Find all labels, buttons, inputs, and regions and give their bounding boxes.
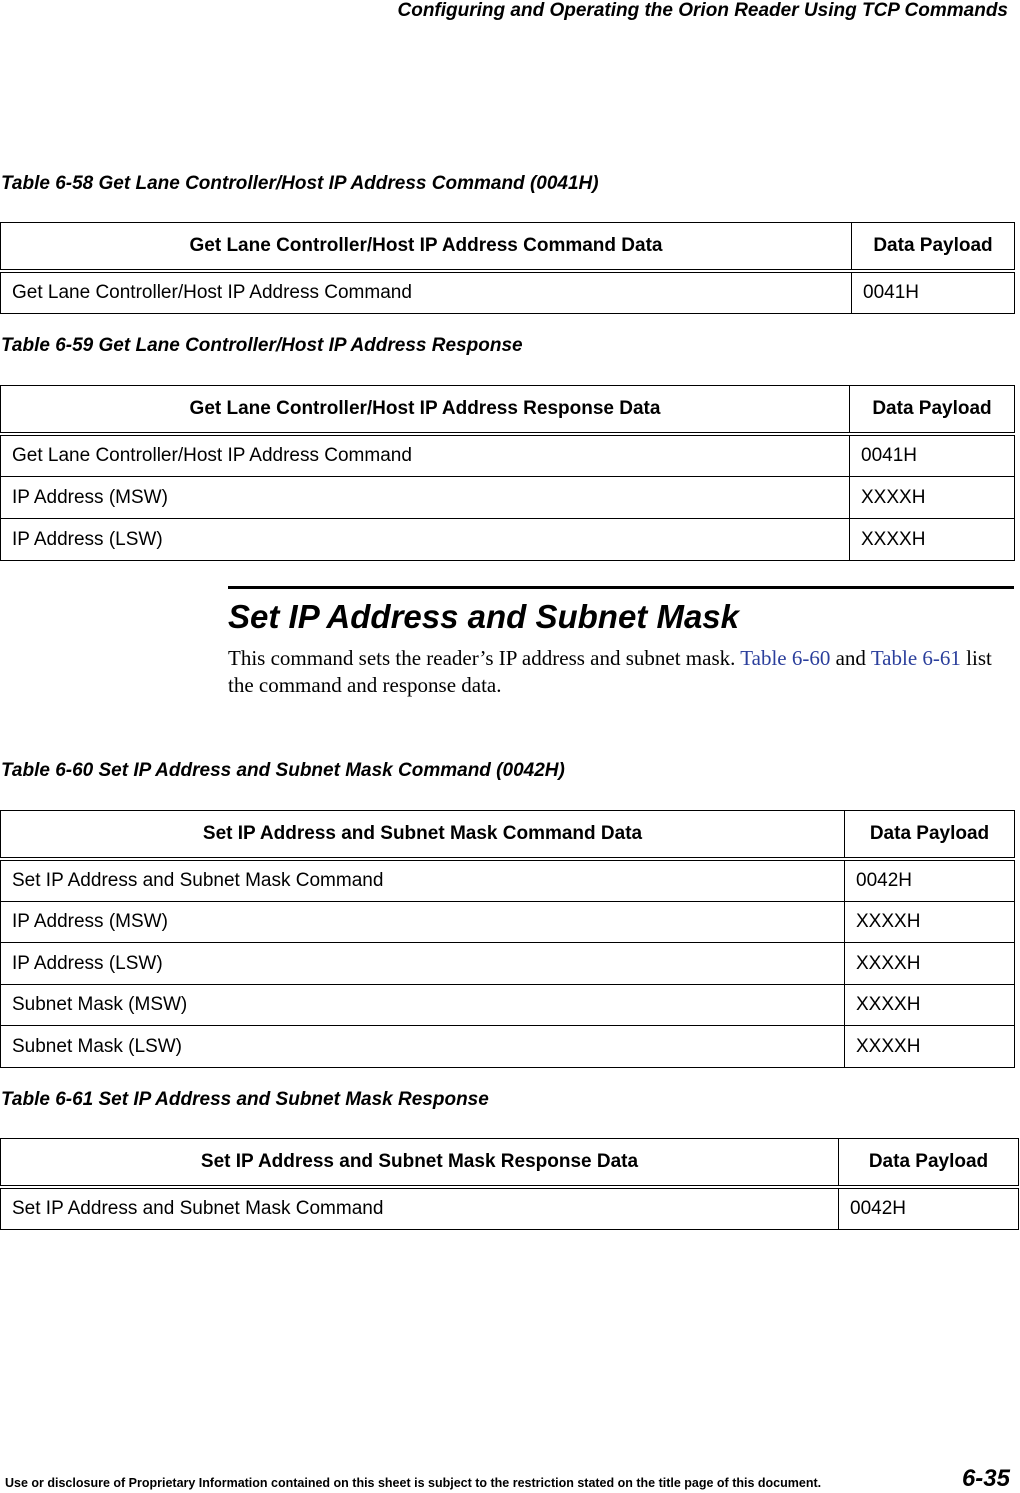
footer-note: Use or disclosure of Proprietary Information contained on this sheet is subject to the restriction stated on the title page of this document. <box>5 1476 822 1490</box>
table-6-58-caption: Table 6-58 Get Lane Controller/Host IP Address Command (0041H) <box>1 173 599 194</box>
table-cell: 0042H <box>845 859 1015 902</box>
table-cell: IP Address (MSW) <box>1 902 845 943</box>
table-header-cell: Get Lane Controller/Host IP Address Response Data <box>1 386 850 434</box>
body-text-part: and <box>830 646 871 670</box>
table-header-cell: Data Payload <box>839 1139 1019 1187</box>
table-cell: Get Lane Controller/Host IP Address Command <box>1 271 852 314</box>
body-text-part: list the command and response data. <box>228 646 992 697</box>
table-cell: Set IP Address and Subnet Mask Command <box>1 1187 839 1230</box>
table-6-61-link[interactable]: Table 6-61 <box>870 646 961 670</box>
table-row <box>1 985 1015 1026</box>
table-cell: XXXXH <box>850 477 1015 519</box>
table-row <box>1 1187 1019 1230</box>
table-6-59-caption: Table 6-59 Get Lane Controller/Host IP Address Response <box>1 335 523 356</box>
table-row <box>1 859 1015 902</box>
table-header-cell: Data Payload <box>852 223 1015 271</box>
table-row <box>1 271 1015 314</box>
section-title: Set IP Address and Subnet Mask <box>228 598 740 635</box>
table-cell: 0042H <box>839 1187 1019 1230</box>
table-cell: XXXXH <box>845 902 1015 943</box>
section-body <box>228 645 1014 699</box>
table-cell: Subnet Mask (LSW) <box>1 1026 845 1068</box>
table-6-61 <box>0 1138 1019 1230</box>
table-row <box>1 519 1015 561</box>
table-6-58 <box>0 222 1015 314</box>
table-cell: XXXXH <box>845 985 1015 1026</box>
table-6-60-link[interactable]: Table 6-60 <box>740 646 831 670</box>
table-cell: IP Address (LSW) <box>1 943 845 985</box>
table-6-59 <box>0 385 1015 561</box>
table-header-cell: Set IP Address and Subnet Mask Command Data <box>1 811 845 859</box>
table-header-cell: Data Payload <box>845 811 1015 859</box>
table-row <box>1 943 1015 985</box>
table-cell: Set IP Address and Subnet Mask Command <box>1 859 845 902</box>
table-row <box>1 434 1015 477</box>
table-row <box>1 902 1015 943</box>
table-header-cell: Get Lane Controller/Host IP Address Command Data <box>1 223 852 271</box>
page-number: 6-35 <box>961 1465 1010 1492</box>
table-cell: XXXXH <box>845 1026 1015 1068</box>
body-text-part: This command sets the reader’s IP address and subnet mask. <box>228 646 741 670</box>
table-cell: XXXXH <box>850 519 1015 561</box>
table-row <box>1 477 1015 519</box>
table-cell: IP Address (LSW) <box>1 519 850 561</box>
section-rule <box>228 586 1014 589</box>
table-cell: 0041H <box>850 434 1015 477</box>
table-6-61-caption: Table 6-61 Set IP Address and Subnet Mask Response <box>1 1089 489 1110</box>
table-row <box>1 1026 1015 1068</box>
table-6-60-caption: Table 6-60 Set IP Address and Subnet Mask Command (0042H) <box>1 760 565 781</box>
table-cell: XXXXH <box>845 943 1015 985</box>
table-cell: Get Lane Controller/Host IP Address Command <box>1 434 850 477</box>
table-header-cell: Data Payload <box>850 386 1015 434</box>
running-header: Configuring and Operating the Orion Reader Using TCP Commands <box>397 0 1008 21</box>
table-header-cell: Set IP Address and Subnet Mask Response Data <box>1 1139 839 1187</box>
table-cell: IP Address (MSW) <box>1 477 850 519</box>
table-6-60 <box>0 810 1015 1068</box>
table-cell: Subnet Mask (MSW) <box>1 985 845 1026</box>
table-cell: 0041H <box>852 271 1015 314</box>
